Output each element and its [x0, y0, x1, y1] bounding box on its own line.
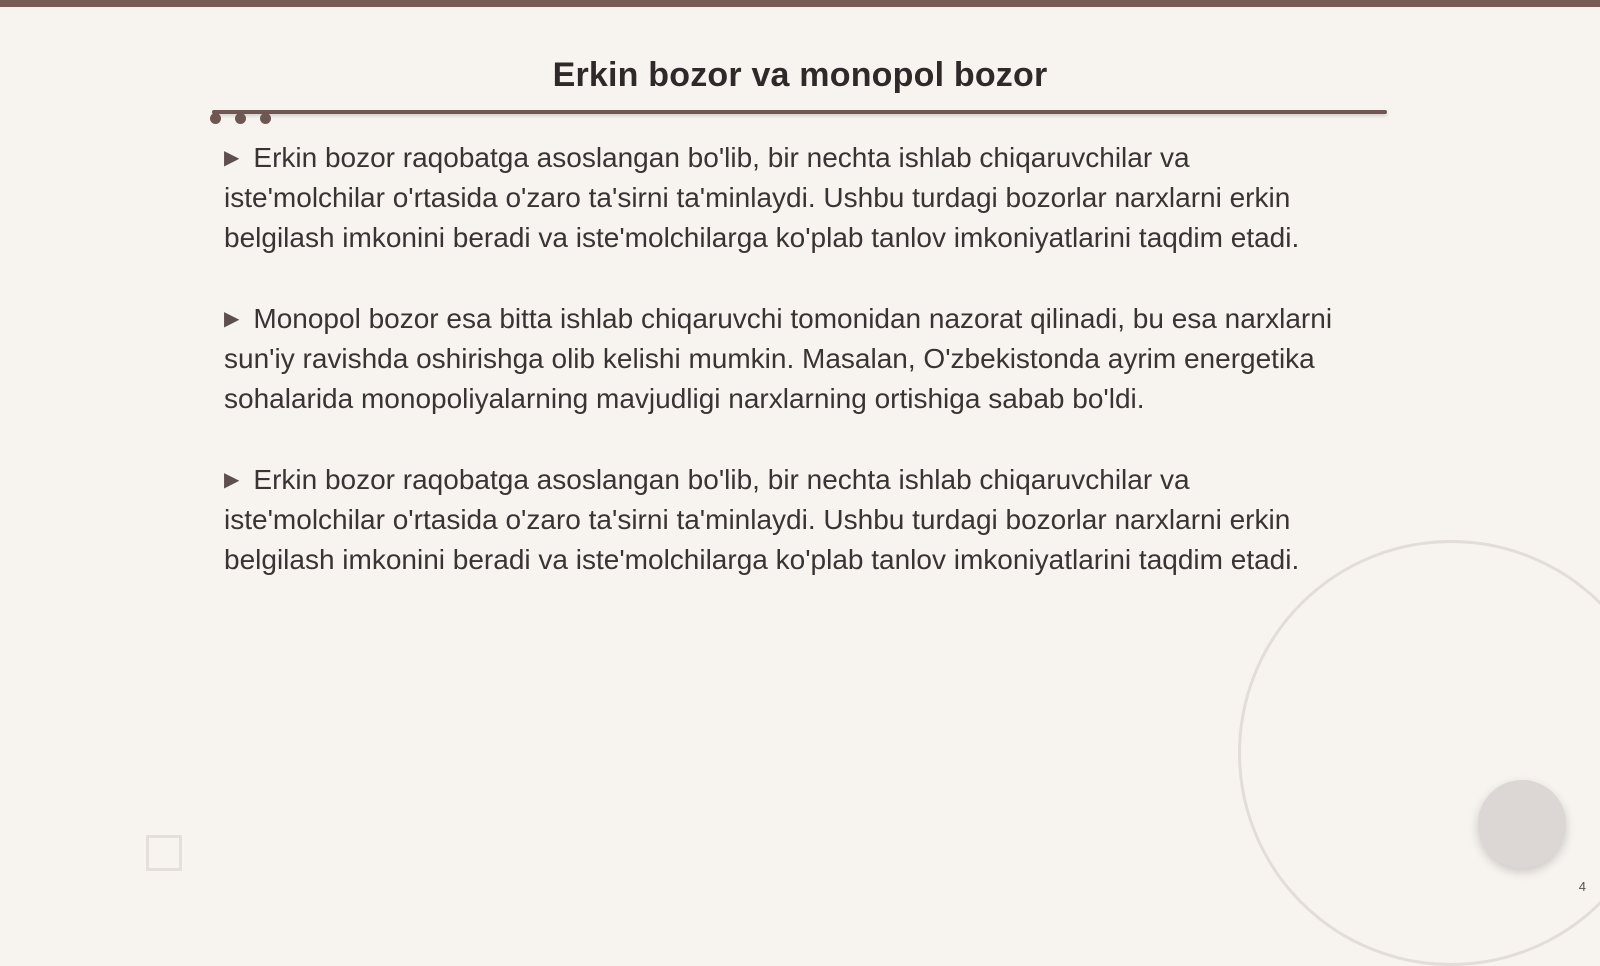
- paragraph-text: Monopol bozor esa bitta ishlab chiqaruvchi tomonidan nazorat qilinadi, bu esa narxlarni sun'iy ravishda oshirishga olib kelishi mumkin. Masalan, O'zbekistonda ayrim energetika sohalarida monopoliyalarning mavjudligi narxlarning ortishiga sabab bo'ldi.: [224, 303, 1333, 414]
- slide-title: Erkin bozor va monopol bozor: [552, 56, 1048, 94]
- bullet-arrow-icon: ▶: [224, 147, 240, 169]
- decorative-disc: [1478, 780, 1566, 868]
- bullet-paragraph-3: [224, 460, 1344, 580]
- divider-dot: [260, 113, 271, 124]
- bullet-arrow-icon: ▶: [224, 469, 240, 491]
- paragraph-text: Erkin bozor raqobatga asoslangan bo'lib, bir nechta ishlab chiqaruvchilar va iste'molchilar o'rtasida o'zaro ta'sirni ta'minlaydi. Ushbu turdagi bozorlar narxlarni erkin belgilash imkonini beradi va iste'molchilarga ko'plab tanlov imkoniyatlarini taqdim etadi.: [224, 142, 1300, 253]
- bullet-paragraph-1: [224, 138, 1344, 258]
- divider-dot: [210, 113, 221, 124]
- top-accent-bar: [0, 0, 1600, 7]
- bullet-arrow-icon: ▶: [224, 308, 240, 330]
- bullet-paragraph-2: [224, 299, 1344, 419]
- decorative-square: [146, 835, 182, 871]
- slide-body: [224, 138, 1344, 621]
- title-divider: [212, 110, 1387, 114]
- divider-dot: [235, 113, 246, 124]
- page-number: 4: [1578, 879, 1586, 894]
- paragraph-text: Erkin bozor raqobatga asoslangan bo'lib, bir nechta ishlab chiqaruvchilar va iste'molchilar o'rtasida o'zaro ta'sirni ta'minlaydi. Ushbu turdagi bozorlar narxlarni erkin belgilash imkonini beradi va iste'molchilarga ko'plab tanlov imkoniyatlarini taqdim etadi.: [224, 464, 1300, 575]
